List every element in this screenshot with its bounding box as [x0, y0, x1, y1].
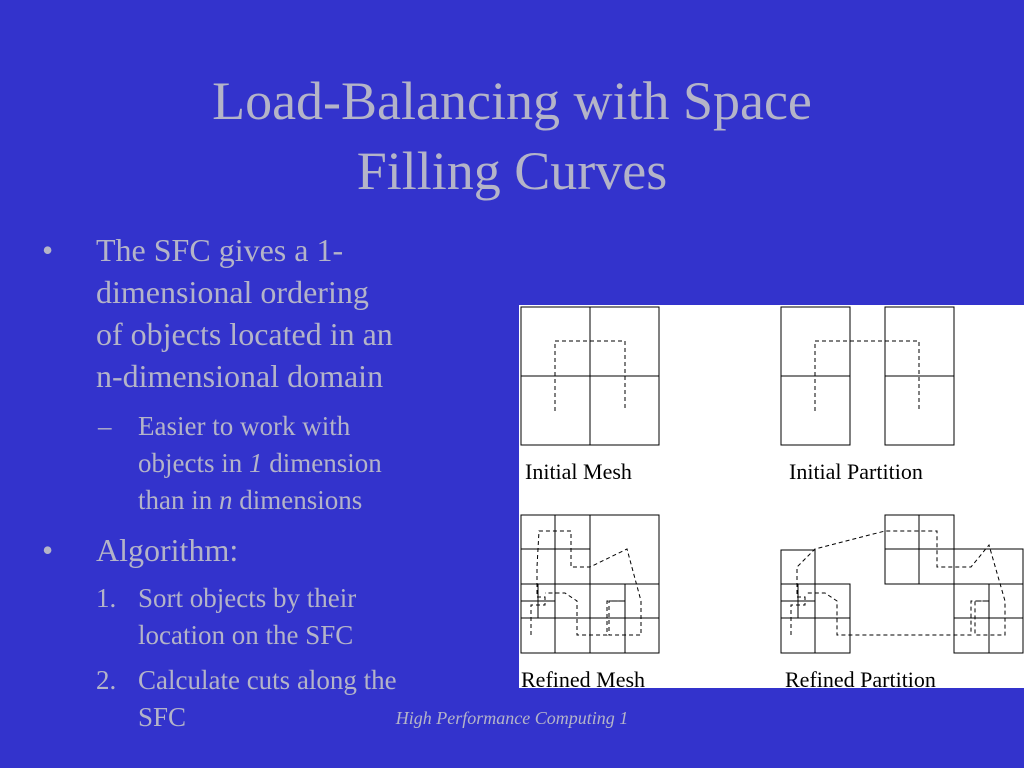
step-sort	[138, 580, 356, 654]
refined-partition-grid	[781, 515, 1023, 653]
sfc-diagram-svg	[519, 305, 1024, 688]
refined-partition-curve	[791, 531, 1005, 635]
step-number: 1.	[96, 583, 117, 613]
sfc-diagram	[519, 305, 1024, 688]
refined-mesh-grid	[521, 515, 659, 653]
sub-bullet-line	[138, 445, 382, 482]
slide-title	[0, 66, 1024, 206]
step-line: Calculate cuts along the	[138, 665, 397, 695]
title-line-2: Filling Curves	[356, 141, 668, 201]
bullet-line: of objects located in an	[96, 316, 393, 352]
sub-bullet-line: Easier to work with	[138, 411, 351, 441]
step-line: Sort objects by their	[138, 583, 357, 613]
sub-bullet-line	[138, 482, 382, 519]
label-refined-mesh: Refined Mesh	[521, 667, 646, 688]
bullet-marker: •	[42, 532, 54, 568]
label-initial-mesh: Initial Mesh	[525, 459, 632, 484]
sub-bullet-easier	[138, 408, 382, 519]
sub-bullet-marker: –	[98, 411, 112, 441]
slide-footer: High Performance Computing 1	[395, 708, 629, 728]
sub-text: dimension	[262, 448, 382, 478]
initial-partition-grid	[781, 307, 954, 445]
step-line: location on the SFC	[138, 620, 354, 650]
label-initial-partition: Initial Partition	[789, 459, 923, 484]
bullet-line: The SFC gives a 1-	[96, 232, 344, 268]
bullet-sfc-ordering	[96, 229, 393, 397]
bullet-line: n-dimensional domain	[96, 358, 384, 394]
sub-emphasis: 1	[248, 448, 263, 478]
bullet-line: dimensional ordering	[96, 274, 369, 310]
step-number: 2.	[96, 665, 117, 695]
step-line: SFC	[138, 702, 187, 732]
bullet-algorithm: Algorithm:	[96, 532, 239, 568]
sub-text: objects in	[138, 448, 249, 478]
initial-mesh-grid	[521, 307, 659, 445]
sub-text: than in	[138, 485, 219, 515]
sub-text: dimensions	[232, 485, 363, 515]
label-refined-partition: Refined Partition	[785, 667, 936, 688]
bullet-marker: •	[42, 232, 54, 268]
title-line-1: Load-Balancing with Space	[212, 71, 812, 131]
sub-emphasis: n	[219, 485, 233, 515]
